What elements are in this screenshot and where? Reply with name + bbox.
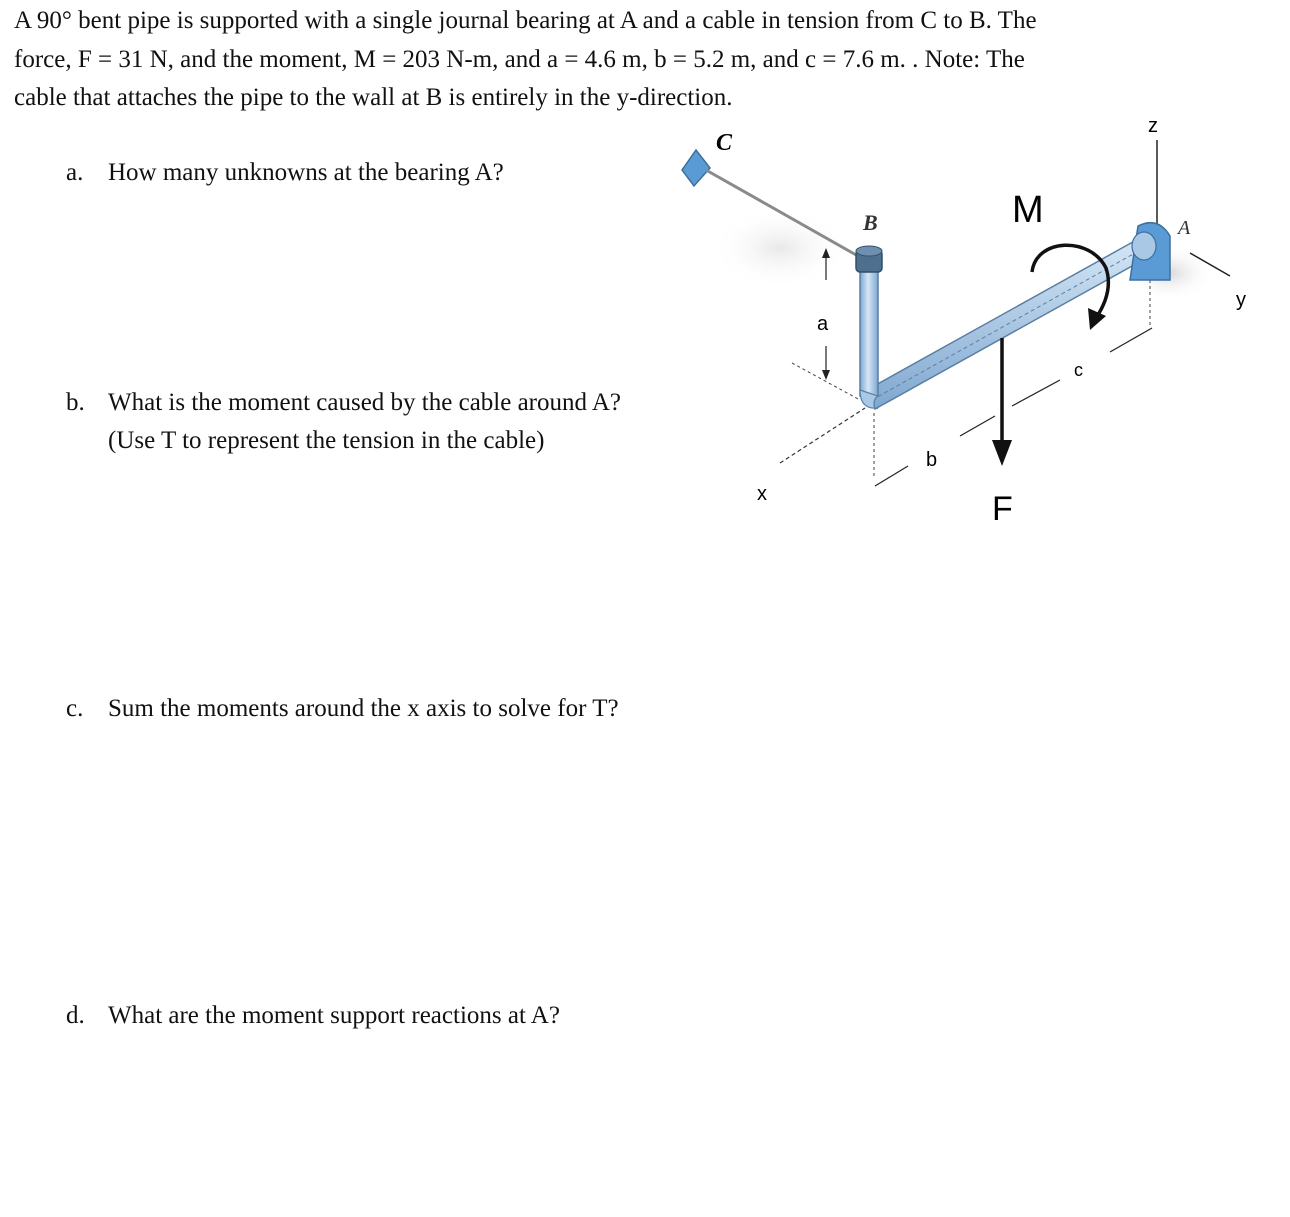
dim-b-right (960, 416, 995, 436)
question-b-label: b. (66, 389, 85, 416)
label-dim-a: a (817, 313, 829, 335)
problem-statement (14, 2, 1214, 118)
label-dim-c: c (1074, 360, 1083, 380)
figure-svg (660, 108, 1280, 528)
label-dim-b: b (926, 449, 938, 471)
question-c-label: c. (66, 695, 84, 722)
question-d-text: What are the moment support reactions at A? (108, 1002, 560, 1029)
question-c (66, 690, 619, 728)
force-f-arrowhead (992, 440, 1012, 466)
problem-line-3: cable that attaches the pipe to the wall at B is entirely in the y-direction. (14, 84, 733, 111)
label-x-axis: x (757, 483, 767, 505)
question-a-label: a. (66, 159, 84, 186)
pipe-horizontal (865, 238, 1150, 409)
pipe-vertical (860, 268, 878, 396)
label-b: B (863, 210, 878, 235)
wall-shadow (710, 208, 850, 288)
dim-c-right (1110, 328, 1152, 352)
question-c-text: Sum the moments around the x axis to solve for T? (108, 695, 619, 722)
x-axis (780, 408, 865, 463)
wall-anchor-c (682, 150, 710, 186)
moment-m-arrowhead (1088, 308, 1106, 330)
label-z-axis: z (1148, 115, 1158, 137)
question-b (66, 384, 621, 460)
bent-pipe-figure (660, 108, 1280, 528)
label-f: F (992, 490, 1013, 528)
bearing-bore (1132, 232, 1156, 260)
label-c: C (716, 130, 733, 156)
question-d (66, 997, 560, 1035)
label-a: A (1178, 217, 1191, 239)
label-y-axis: y (1236, 289, 1246, 311)
question-d-label: d. (66, 1002, 85, 1029)
question-b-text-2: (Use T to represent the tension in the cable) (108, 427, 545, 454)
dim-b-left (875, 466, 908, 486)
pipe-cap-top (856, 246, 882, 256)
question-b-text: What is the moment caused by the cable around A? (108, 389, 622, 416)
problem-line-2: force, F = 31 N, and the moment, M = 203 N-m, and a = 4.6 m, b = 5.2 m, and c = 7.6 m. . Note: The (14, 45, 1025, 73)
question-a-text: How many unknowns at the bearing A? (108, 159, 504, 186)
label-m: M (1012, 189, 1044, 231)
dim-c-left (1012, 380, 1060, 406)
problem-line-1: A 90° bent pipe is supported with a single journal bearing at A and a cable in tension from C to B. The (14, 7, 1037, 34)
question-a (66, 154, 504, 192)
dim-a-arrow-down (822, 370, 830, 380)
